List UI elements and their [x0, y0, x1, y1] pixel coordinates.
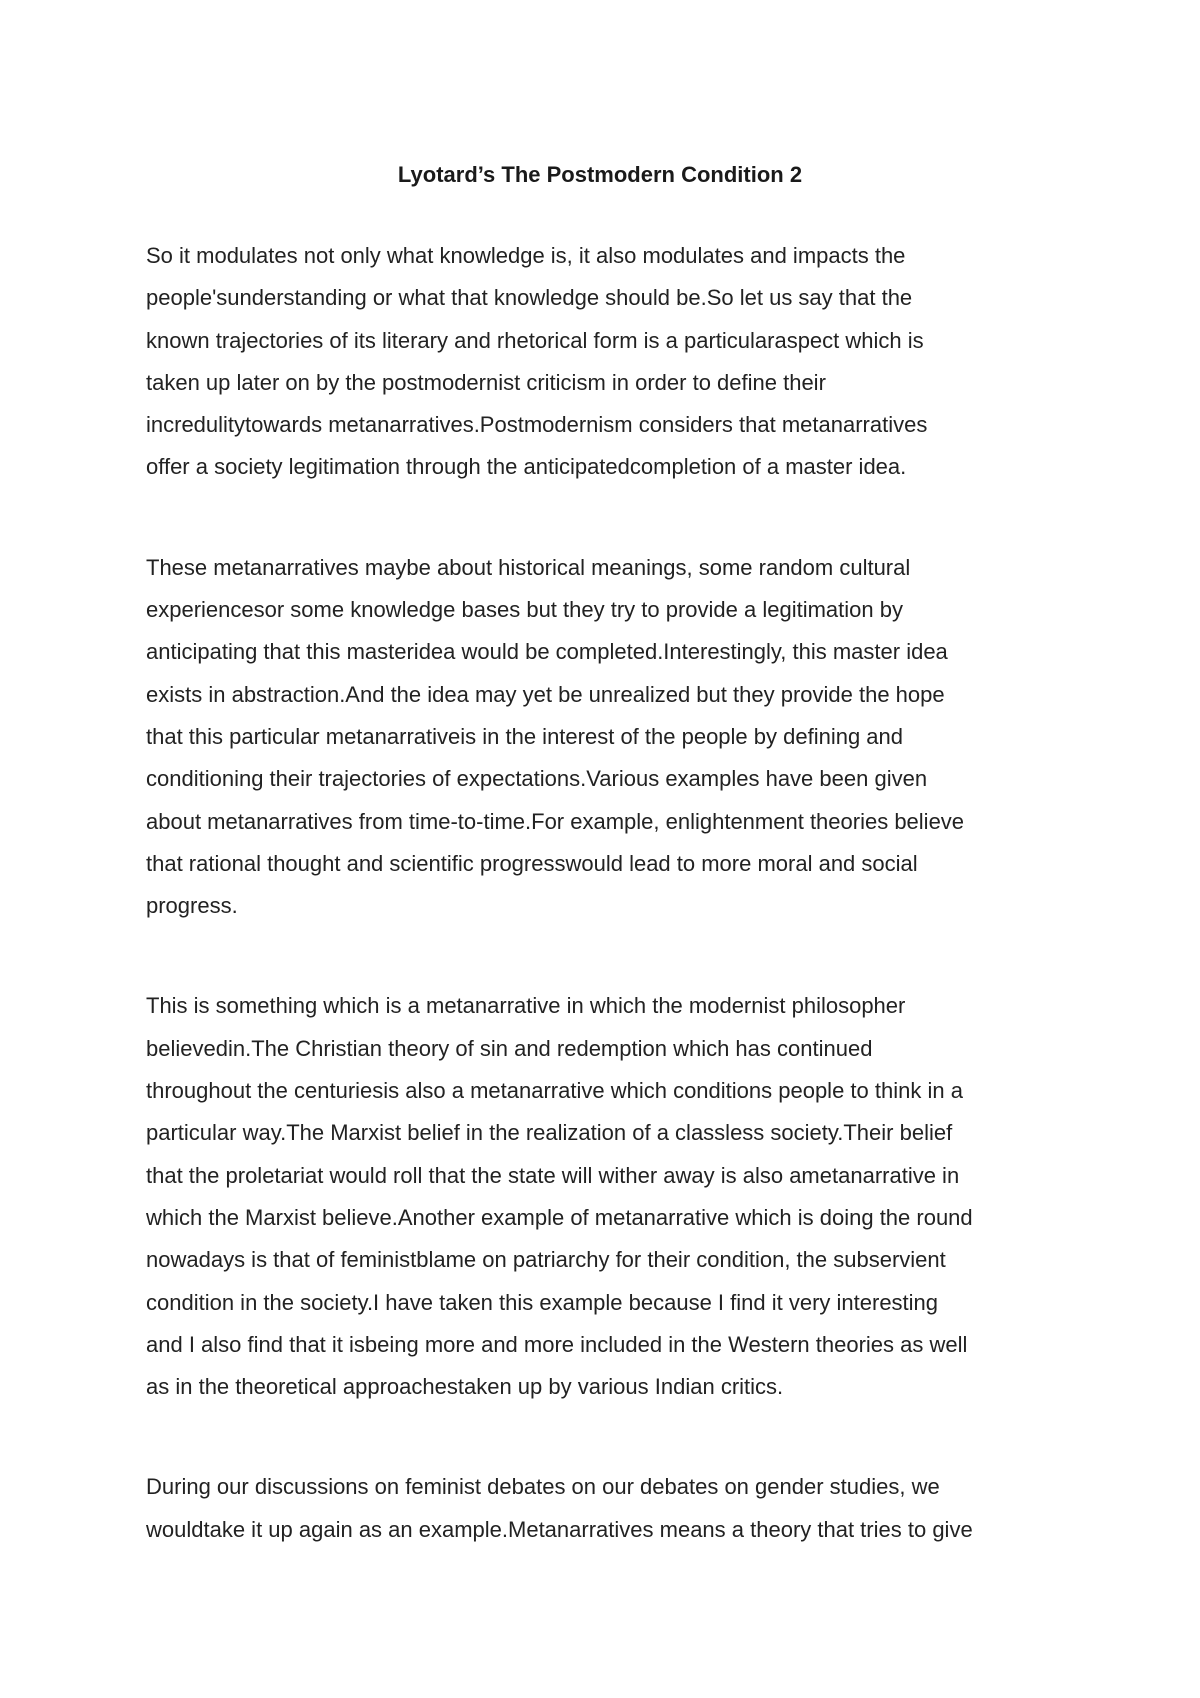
text-line: which the Marxist believe.Another example of metanarrative which is doing the round [146, 1204, 973, 1230]
text-line: nowadays is that of feministblame on patriarchy for their condition, the subservient [146, 1247, 946, 1273]
text-line: particular way.The Marxist belief in the realization of a classless society.Their belief [146, 1120, 953, 1146]
text-line: about metanarratives from time-to-time.For example, enlightenment theories believe [146, 808, 965, 834]
text-line: condition in the society.I have taken this example because I find it very interesting [146, 1289, 939, 1315]
text-line: exists in abstraction.And the idea may yet be unrealized but they provide the hope [146, 681, 945, 707]
text-line: wouldtake it up again as an example.Metanarratives means a theory that tries to give [146, 1516, 973, 1542]
text-line: as in the theoretical approachestaken up by various Indian critics. [146, 1374, 784, 1400]
text-line: that the proletariat would roll that the state will wither away is also ametanarrative in [146, 1162, 960, 1188]
text-line: anticipating that this masteridea would be completed.Interestingly, this master idea [146, 639, 948, 665]
paragraph-1 [146, 235, 1066, 489]
document-body [146, 235, 1066, 1609]
text-line: taken up later on by the postmodernist criticism in order to define their [146, 369, 826, 395]
text-line: offer a society legitimation through the anticipatedcompletion of a master idea. [146, 454, 907, 480]
text-line: believedin.The Christian theory of sin and redemption which has continued [146, 1035, 873, 1061]
paragraph-3 [146, 985, 1066, 1408]
text-line: So it modulates not only what knowledge is, it also modulates and impacts the [146, 243, 906, 268]
paragraph-4 [146, 1466, 1066, 1551]
text-line: throughout the centuriesis also a metanarrative which conditions people to think in a [146, 1078, 963, 1104]
text-line: and I also find that it isbeing more and more included in the Western theories as well [146, 1331, 968, 1357]
text-line: incredulitytowards metanarratives.Postmodernism considers that metanarratives [146, 412, 928, 438]
paragraph-2 [146, 547, 1066, 928]
page-title: Lyotard’s The Postmodern Condition 2 [397, 162, 803, 187]
text-line: known trajectories of its literary and rhetorical form is a particularaspect which is [146, 327, 924, 353]
text-line: progress. [146, 893, 238, 919]
text-line: This is something which is a metanarrative in which the modernist philosopher [146, 993, 906, 1019]
text-line: people'sunderstanding or what that knowledge should be.So let us say that the [146, 285, 913, 311]
text-line: conditioning their trajectories of expectations.Various examples have been given [146, 766, 928, 792]
text-line: that rational thought and scientific progresswould lead to more moral and social [146, 850, 918, 876]
text-line: These metanarratives maybe about historical meanings, some random cultural [146, 554, 911, 580]
text-line: that this particular metanarrativeis in the interest of the people by defining and [146, 723, 904, 749]
text-line: During our discussions on feminist debates on our debates on gender studies, we [146, 1474, 940, 1500]
text-line: experiencesor some knowledge bases but they try to provide a legitimation by [146, 597, 903, 623]
